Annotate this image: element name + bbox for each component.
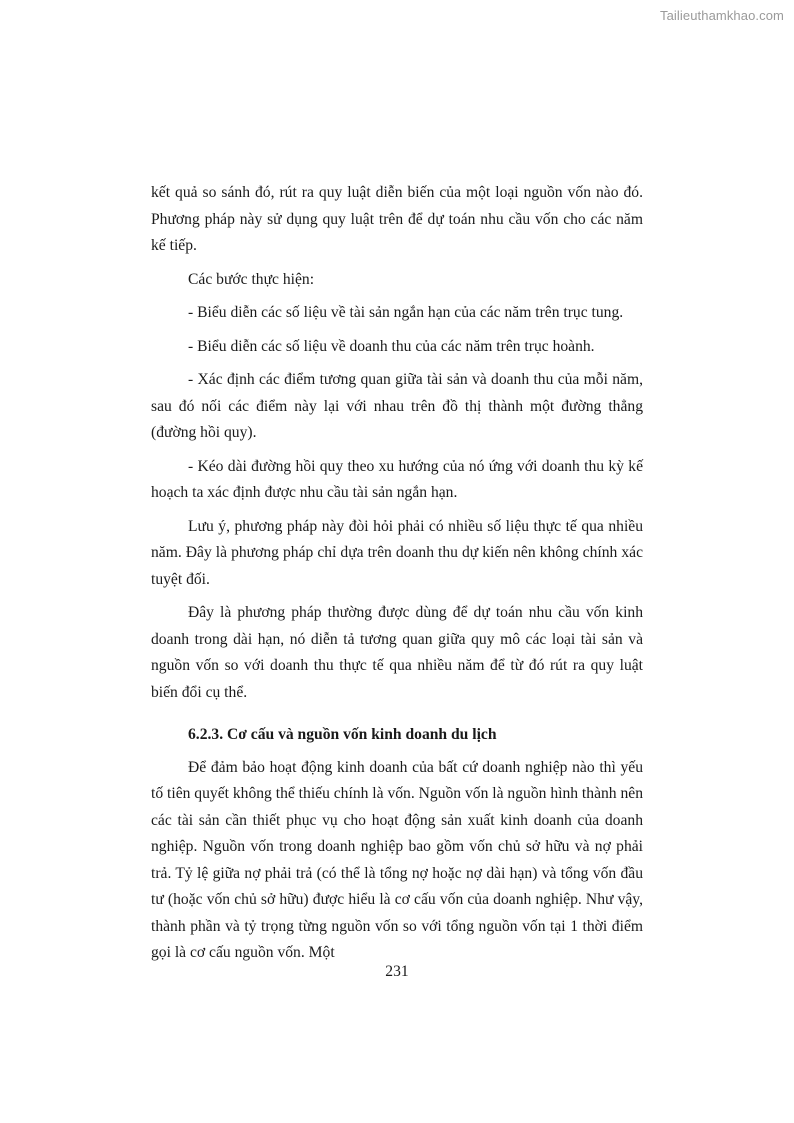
paragraph-summary: Đây là phương pháp thường được dùng để dự toán nhu cầu vốn kinh doanh trong dài hạn, nó diễn tả tương quan giữa quy mô các loại tài sản và nguồn vốn so với doanh thu thực tế qua nhiều năm để từ đó rút ra quy luật biến đổi cụ thể. <box>151 604 643 701</box>
watermark-text: Tailieuthamkhao.com <box>659 8 784 23</box>
page-number: 231 <box>385 963 409 980</box>
paragraph-step-1: - Biểu diễn các số liệu về tài sản ngắn hạn của các năm trên trục tung. <box>188 304 624 321</box>
paragraph-step-4: - Kéo dài đường hồi quy theo xu hướng của nó ứng với doanh thu kỳ kế hoạch ta xác định được nhu cầu tài sản ngắn hạn. <box>151 457 643 501</box>
section-heading: 6.2.3. Cơ cấu và nguồn vốn kinh doanh du lịch <box>188 726 497 743</box>
paragraph-steps-intro: Các bước thực hiện: <box>188 270 315 288</box>
paragraph-capital-structure: Để đảm bảo hoạt động kinh doanh của bất cứ doanh nghiệp nào thì yếu tố tiên quyết không thể thiếu chính là vốn. Nguồn vốn là nguồn hình thành nên các tài sản cần thiết phục vụ cho hoạt động sản xuất kinh doanh của doanh nghiệp. Nguồn vốn trong doanh nghiệp bao gồm vốn chủ sở hữu và nợ phải trả. Tỷ lệ giữa nợ phải trả (có thể là tổng nợ hoặc nợ dài hạn) và tổng vốn đầu tư (hoặc vốn chủ sở hữu) được hiểu là cơ cấu vốn của doanh nghiệp. Như vậy, thành phần và tỷ trọng từng nguồn vốn so với tổng nguồn vốn tại 1 thời điểm gọi là cơ cấu nguồn vốn. Một <box>151 758 643 961</box>
paragraph-note: Lưu ý, phương pháp này đòi hỏi phải có nhiều số liệu thực tế qua nhiều năm. Đây là phương pháp chỉ dựa trên doanh thu dự kiến nên không chính xác tuyệt đối. <box>151 517 643 588</box>
paragraph-continuation: kết quả so sánh đó, rút ra quy luật diễn biến của một loại nguồn vốn nào đó. Phương pháp này sử dụng quy luật trên để dự toán nhu cầu vốn cho các năm kế tiếp. <box>151 184 643 254</box>
page-body <box>151 180 643 974</box>
paragraph-step-3: - Xác định các điểm tương quan giữa tài sản và doanh thu của mỗi năm, sau đó nối các điểm này lại với nhau trên đồ thị thành một đường thẳng (đường hồi quy). <box>151 371 643 441</box>
paragraph-step-2: - Biểu diễn các số liệu về doanh thu của các năm trên trục hoành. <box>188 337 595 355</box>
